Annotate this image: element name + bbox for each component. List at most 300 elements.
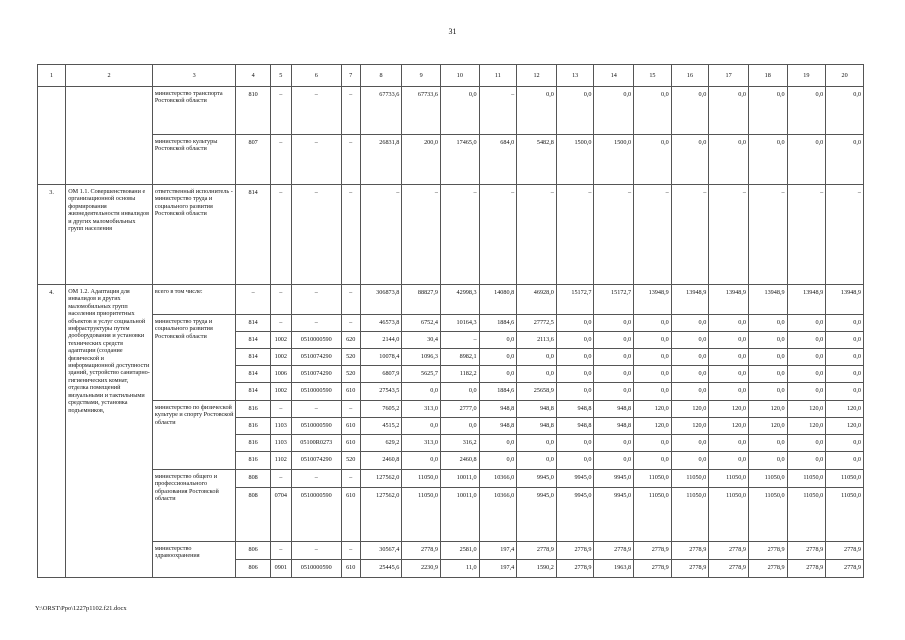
value-cell: 13948,9 bbox=[826, 285, 864, 315]
footer-file-path: Y:\ORST\Ppo\1227p1102.f21.docx bbox=[35, 605, 127, 612]
value-cell: 814 bbox=[236, 332, 270, 349]
empty-cell bbox=[38, 87, 66, 185]
value-cell: 0,0 bbox=[826, 332, 864, 349]
value-cell: 1002 bbox=[270, 383, 291, 401]
value-cell: 0,0 bbox=[634, 349, 672, 366]
value-cell: 11050,0 bbox=[787, 488, 826, 542]
value-cell: 0,0 bbox=[556, 383, 594, 401]
value-cell: 816 bbox=[236, 418, 270, 435]
value-cell: – bbox=[441, 185, 480, 285]
executor-cell: ответственный исполнитель - министерство труда и социального развития Ростовской области bbox=[152, 185, 236, 285]
value-cell: 1006 bbox=[270, 366, 291, 383]
value-cell: 948,8 bbox=[479, 401, 517, 418]
value-cell: 6752,4 bbox=[402, 315, 441, 332]
value-cell: – bbox=[341, 285, 360, 315]
value-cell: 5625,7 bbox=[402, 366, 441, 383]
value-cell: 0,0 bbox=[479, 332, 517, 349]
value-cell: 0,0 bbox=[594, 366, 634, 383]
value-cell: 11050,0 bbox=[402, 488, 441, 542]
column-number: 18 bbox=[748, 65, 787, 87]
value-cell: 316,2 bbox=[441, 435, 480, 452]
value-cell: 9945,0 bbox=[517, 488, 557, 542]
value-cell: 17465,0 bbox=[441, 135, 480, 185]
value-cell: – bbox=[270, 470, 291, 488]
value-cell: 2778,9 bbox=[671, 542, 709, 560]
value-cell: 0,0 bbox=[748, 452, 787, 470]
value-cell: 806 bbox=[236, 560, 270, 578]
value-cell: 0,0 bbox=[594, 349, 634, 366]
value-cell: 11050,0 bbox=[787, 470, 826, 488]
column-number: 1 bbox=[38, 65, 66, 87]
value-cell: 313,0 bbox=[402, 435, 441, 452]
value-cell: 11050,0 bbox=[748, 488, 787, 542]
value-cell: 0510074290 bbox=[291, 452, 341, 470]
value-cell: 306873,8 bbox=[360, 285, 402, 315]
value-cell: 0,0 bbox=[594, 452, 634, 470]
value-cell: 816 bbox=[236, 452, 270, 470]
value-cell: 0,0 bbox=[709, 366, 749, 383]
value-cell: 0,0 bbox=[556, 452, 594, 470]
value-cell: 6807,9 bbox=[360, 366, 402, 383]
value-cell: 9945,0 bbox=[556, 470, 594, 488]
value-cell: – bbox=[479, 87, 517, 135]
measure-name: ОМ 1.1. Совершенствовани е организационной основы формирования жизнедеятельности инвалидов и других маломобильных групп населения bbox=[66, 185, 153, 285]
value-cell: – bbox=[402, 185, 441, 285]
value-cell: 2460,8 bbox=[360, 452, 402, 470]
executor-cell: всего в том числе: bbox=[152, 285, 236, 315]
value-cell: 2778,9 bbox=[671, 560, 709, 578]
value-cell: 11050,0 bbox=[709, 470, 749, 488]
value-cell: 814 bbox=[236, 315, 270, 332]
column-number: 15 bbox=[634, 65, 672, 87]
value-cell: 0,0 bbox=[594, 383, 634, 401]
value-cell: 2778,9 bbox=[517, 542, 557, 560]
table-row bbox=[38, 542, 864, 560]
value-cell: 0,0 bbox=[709, 315, 749, 332]
value-cell: 30567,4 bbox=[360, 542, 402, 560]
value-cell: – bbox=[270, 87, 291, 135]
value-cell: 120,0 bbox=[826, 418, 864, 435]
value-cell: 0,0 bbox=[441, 383, 480, 401]
value-cell: 0,0 bbox=[709, 87, 749, 135]
value-cell: 0,0 bbox=[479, 452, 517, 470]
value-cell: 610 bbox=[341, 418, 360, 435]
value-cell: – bbox=[291, 315, 341, 332]
value-cell: 25445,6 bbox=[360, 560, 402, 578]
value-cell: 520 bbox=[341, 452, 360, 470]
value-cell: 0,0 bbox=[748, 87, 787, 135]
value-cell: 1182,2 bbox=[441, 366, 480, 383]
value-cell: 11,0 bbox=[441, 560, 480, 578]
value-cell: 11050,0 bbox=[402, 470, 441, 488]
value-cell: – bbox=[341, 135, 360, 185]
value-cell: – bbox=[341, 185, 360, 285]
value-cell: 0,0 bbox=[594, 315, 634, 332]
value-cell: 808 bbox=[236, 488, 270, 542]
value-cell: 0,0 bbox=[402, 452, 441, 470]
executor-cell: министерство здравоохранения bbox=[152, 542, 236, 578]
executor-cell: министерство транспорта Ростовской области bbox=[152, 87, 236, 135]
value-cell: 0510000590 bbox=[291, 560, 341, 578]
table-row bbox=[38, 87, 864, 135]
value-cell: 0,0 bbox=[826, 349, 864, 366]
value-cell: 0,0 bbox=[748, 332, 787, 349]
value-cell: – bbox=[634, 185, 672, 285]
table-row bbox=[38, 470, 864, 488]
value-cell: 2778,9 bbox=[634, 560, 672, 578]
value-cell: 2778,9 bbox=[709, 542, 749, 560]
value-cell: 520 bbox=[341, 366, 360, 383]
value-cell: 27772,5 bbox=[517, 315, 557, 332]
value-cell: – bbox=[341, 470, 360, 488]
value-cell: 1500,0 bbox=[556, 135, 594, 185]
value-cell: – bbox=[270, 185, 291, 285]
value-cell: 1963,8 bbox=[594, 560, 634, 578]
value-cell: – bbox=[291, 135, 341, 185]
value-cell: 0,0 bbox=[826, 135, 864, 185]
value-cell: 807 bbox=[236, 135, 270, 185]
value-cell: 120,0 bbox=[671, 401, 709, 418]
value-cell: 11050,0 bbox=[826, 470, 864, 488]
value-cell: 948,8 bbox=[517, 401, 557, 418]
value-cell: 1103 bbox=[270, 418, 291, 435]
value-cell: 9945,0 bbox=[594, 470, 634, 488]
value-cell: 120,0 bbox=[748, 418, 787, 435]
value-cell: – bbox=[826, 185, 864, 285]
value-cell: 05100R0273 bbox=[291, 435, 341, 452]
value-cell: 629,2 bbox=[360, 435, 402, 452]
value-cell: 0,0 bbox=[479, 435, 517, 452]
column-number: 4 bbox=[236, 65, 270, 87]
value-cell: 25658,9 bbox=[517, 383, 557, 401]
value-cell: 2778,9 bbox=[748, 560, 787, 578]
executor-cell: министерство по физической культуре и спорту Ростовской области bbox=[152, 401, 236, 470]
value-cell: 67733,6 bbox=[402, 87, 441, 135]
value-cell: 120,0 bbox=[671, 418, 709, 435]
value-cell: 2230,9 bbox=[402, 560, 441, 578]
value-cell: 2778,9 bbox=[594, 542, 634, 560]
value-cell: 0,0 bbox=[517, 452, 557, 470]
value-cell: – bbox=[291, 401, 341, 418]
column-number: 13 bbox=[556, 65, 594, 87]
value-cell: 810 bbox=[236, 87, 270, 135]
value-cell: 1884,6 bbox=[479, 383, 517, 401]
value-cell: 0,0 bbox=[517, 87, 557, 135]
value-cell: 2778,9 bbox=[787, 542, 826, 560]
value-cell: 0,0 bbox=[634, 435, 672, 452]
value-cell: 0,0 bbox=[556, 435, 594, 452]
column-number: 19 bbox=[787, 65, 826, 87]
value-cell: 0,0 bbox=[787, 349, 826, 366]
value-cell: 948,8 bbox=[556, 418, 594, 435]
value-cell: 814 bbox=[236, 366, 270, 383]
value-cell: – bbox=[341, 315, 360, 332]
value-cell: 0,0 bbox=[441, 418, 480, 435]
value-cell: 11050,0 bbox=[709, 488, 749, 542]
value-cell: 0,0 bbox=[594, 87, 634, 135]
value-cell: – bbox=[236, 285, 270, 315]
value-cell: 13948,9 bbox=[709, 285, 749, 315]
value-cell: 0704 bbox=[270, 488, 291, 542]
row-number: 4. bbox=[38, 285, 66, 578]
value-cell: 610 bbox=[341, 488, 360, 542]
value-cell: – bbox=[270, 135, 291, 185]
value-cell: 0,0 bbox=[634, 332, 672, 349]
value-cell: 14080,8 bbox=[479, 285, 517, 315]
value-cell: 0,0 bbox=[671, 135, 709, 185]
value-cell: 0,0 bbox=[634, 383, 672, 401]
column-number: 10 bbox=[441, 65, 480, 87]
value-cell: 88827,9 bbox=[402, 285, 441, 315]
value-cell: 2778,9 bbox=[556, 560, 594, 578]
value-cell: 1590,2 bbox=[517, 560, 557, 578]
value-cell: 0,0 bbox=[709, 135, 749, 185]
value-cell: 0,0 bbox=[787, 87, 826, 135]
column-number: 3 bbox=[152, 65, 236, 87]
value-cell: 0,0 bbox=[634, 315, 672, 332]
value-cell: – bbox=[291, 87, 341, 135]
value-cell: 0,0 bbox=[826, 315, 864, 332]
value-cell: – bbox=[748, 185, 787, 285]
value-cell: 2460,8 bbox=[441, 452, 480, 470]
value-cell: 0,0 bbox=[402, 383, 441, 401]
value-cell: 520 bbox=[341, 349, 360, 366]
value-cell: 13948,9 bbox=[634, 285, 672, 315]
executor-cell: министерство общего и профессионального образования Ростовской области bbox=[152, 470, 236, 542]
value-cell: 10078,4 bbox=[360, 349, 402, 366]
value-cell: 0,0 bbox=[556, 87, 594, 135]
value-cell: 610 bbox=[341, 383, 360, 401]
column-number: 16 bbox=[671, 65, 709, 87]
value-cell: 0,0 bbox=[826, 435, 864, 452]
value-cell: 1096,3 bbox=[402, 349, 441, 366]
value-cell: 948,8 bbox=[479, 418, 517, 435]
value-cell: 0,0 bbox=[556, 349, 594, 366]
value-cell: – bbox=[270, 315, 291, 332]
value-cell: 0,0 bbox=[748, 135, 787, 185]
table-row bbox=[38, 185, 864, 285]
value-cell: 0,0 bbox=[748, 435, 787, 452]
value-cell: 0,0 bbox=[517, 366, 557, 383]
column-number: 5 bbox=[270, 65, 291, 87]
table-row bbox=[38, 315, 864, 332]
value-cell: 0,0 bbox=[441, 87, 480, 135]
executor-cell: министерство культуры Ростовской области bbox=[152, 135, 236, 185]
value-cell: 46573,8 bbox=[360, 315, 402, 332]
empty-cell bbox=[66, 87, 153, 185]
value-cell: 0,0 bbox=[671, 87, 709, 135]
value-cell: 0,0 bbox=[709, 435, 749, 452]
value-cell: 120,0 bbox=[787, 401, 826, 418]
value-cell: 120,0 bbox=[634, 401, 672, 418]
value-cell: 2778,9 bbox=[748, 542, 787, 560]
value-cell: 127562,0 bbox=[360, 488, 402, 542]
value-cell: 13948,9 bbox=[748, 285, 787, 315]
value-cell: – bbox=[341, 87, 360, 135]
value-cell: 0,0 bbox=[826, 383, 864, 401]
value-cell: 2778,9 bbox=[556, 542, 594, 560]
value-cell: 197,4 bbox=[479, 542, 517, 560]
value-cell: 9945,0 bbox=[594, 488, 634, 542]
value-cell: – bbox=[360, 185, 402, 285]
value-cell: 0,0 bbox=[748, 366, 787, 383]
value-cell: 120,0 bbox=[787, 418, 826, 435]
value-cell: 0,0 bbox=[787, 332, 826, 349]
value-cell: 26831,8 bbox=[360, 135, 402, 185]
page-number: 31 bbox=[448, 27, 457, 36]
value-cell: 0,0 bbox=[634, 452, 672, 470]
value-cell: 11050,0 bbox=[634, 470, 672, 488]
value-cell: 30,4 bbox=[402, 332, 441, 349]
value-cell: 120,0 bbox=[709, 418, 749, 435]
value-cell: – bbox=[291, 542, 341, 560]
value-cell: 200,0 bbox=[402, 135, 441, 185]
value-cell: – bbox=[517, 185, 557, 285]
value-cell: 0,0 bbox=[748, 349, 787, 366]
value-cell: 15172,7 bbox=[556, 285, 594, 315]
value-cell: 816 bbox=[236, 401, 270, 418]
value-cell: 1002 bbox=[270, 349, 291, 366]
value-cell: 0,0 bbox=[671, 435, 709, 452]
value-cell: – bbox=[341, 401, 360, 418]
value-cell: 0,0 bbox=[479, 366, 517, 383]
budget-table bbox=[37, 64, 864, 578]
value-cell: – bbox=[556, 185, 594, 285]
value-cell: 0,0 bbox=[709, 332, 749, 349]
value-cell: 0,0 bbox=[402, 418, 441, 435]
value-cell: 0510074290 bbox=[291, 366, 341, 383]
value-cell: 0510074290 bbox=[291, 349, 341, 366]
value-cell: 0,0 bbox=[787, 315, 826, 332]
value-cell: 0510000590 bbox=[291, 332, 341, 349]
value-cell: 0,0 bbox=[787, 366, 826, 383]
value-cell: – bbox=[479, 185, 517, 285]
value-cell: – bbox=[270, 542, 291, 560]
value-cell: 10366,0 bbox=[479, 470, 517, 488]
value-cell: 120,0 bbox=[709, 401, 749, 418]
value-cell: 0,0 bbox=[826, 452, 864, 470]
value-cell: 10366,0 bbox=[479, 488, 517, 542]
value-cell: – bbox=[341, 542, 360, 560]
value-cell: 1002 bbox=[270, 332, 291, 349]
value-cell: 0,0 bbox=[787, 452, 826, 470]
value-cell: 0,0 bbox=[671, 366, 709, 383]
value-cell: 15172,7 bbox=[594, 285, 634, 315]
value-cell: 0,0 bbox=[671, 315, 709, 332]
header-row bbox=[38, 65, 864, 87]
value-cell: 0,0 bbox=[594, 332, 634, 349]
value-cell: 46928,0 bbox=[517, 285, 557, 315]
value-cell: 127562,0 bbox=[360, 470, 402, 488]
value-cell: 0,0 bbox=[826, 87, 864, 135]
value-cell: 2778,9 bbox=[787, 560, 826, 578]
value-cell: 11050,0 bbox=[671, 470, 709, 488]
value-cell: – bbox=[671, 185, 709, 285]
column-number: 7 bbox=[341, 65, 360, 87]
value-cell: 11050,0 bbox=[671, 488, 709, 542]
value-cell: 197,4 bbox=[479, 560, 517, 578]
value-cell: 0901 bbox=[270, 560, 291, 578]
column-number: 2 bbox=[66, 65, 153, 87]
value-cell: 0,0 bbox=[671, 383, 709, 401]
value-cell: 948,8 bbox=[517, 418, 557, 435]
value-cell: – bbox=[709, 185, 749, 285]
value-cell: 2778,9 bbox=[709, 560, 749, 578]
value-cell: 120,0 bbox=[634, 418, 672, 435]
value-cell: 0,0 bbox=[709, 349, 749, 366]
column-number: 12 bbox=[517, 65, 557, 87]
value-cell: 0,0 bbox=[556, 332, 594, 349]
value-cell: 120,0 bbox=[826, 401, 864, 418]
value-cell: 620 bbox=[341, 332, 360, 349]
value-cell: 1103 bbox=[270, 435, 291, 452]
value-cell: – bbox=[270, 401, 291, 418]
value-cell: 120,0 bbox=[748, 401, 787, 418]
value-cell: 0,0 bbox=[594, 435, 634, 452]
value-cell: 0,0 bbox=[787, 135, 826, 185]
value-cell: 808 bbox=[236, 470, 270, 488]
value-cell: 0,0 bbox=[671, 332, 709, 349]
value-cell: 0,0 bbox=[748, 383, 787, 401]
value-cell: 313,0 bbox=[402, 401, 441, 418]
value-cell: 8982,1 bbox=[441, 349, 480, 366]
column-number: 6 bbox=[291, 65, 341, 87]
row-number: 3. bbox=[38, 185, 66, 285]
value-cell: 0,0 bbox=[479, 349, 517, 366]
table-row bbox=[38, 285, 864, 315]
value-cell: – bbox=[787, 185, 826, 285]
value-cell: 948,8 bbox=[556, 401, 594, 418]
value-cell: 0,0 bbox=[671, 452, 709, 470]
value-cell: 9945,0 bbox=[556, 488, 594, 542]
value-cell: 11050,0 bbox=[634, 488, 672, 542]
value-cell: 4515,2 bbox=[360, 418, 402, 435]
value-cell: – bbox=[594, 185, 634, 285]
value-cell: 814 bbox=[236, 185, 270, 285]
value-cell: 0,0 bbox=[634, 366, 672, 383]
value-cell: 5482,8 bbox=[517, 135, 557, 185]
value-cell: 0,0 bbox=[517, 349, 557, 366]
value-cell: 2113,6 bbox=[517, 332, 557, 349]
value-cell: 2581,0 bbox=[441, 542, 480, 560]
value-cell: – bbox=[291, 185, 341, 285]
value-cell: 0,0 bbox=[556, 366, 594, 383]
value-cell: 610 bbox=[341, 435, 360, 452]
column-number: 20 bbox=[826, 65, 864, 87]
value-cell: 948,8 bbox=[594, 401, 634, 418]
value-cell: 948,8 bbox=[594, 418, 634, 435]
value-cell: 0,0 bbox=[709, 383, 749, 401]
value-cell: 806 bbox=[236, 542, 270, 560]
value-cell: 1500,0 bbox=[594, 135, 634, 185]
executor-cell: министерство труда и социального развития Ростовской области bbox=[152, 315, 236, 401]
column-number: 9 bbox=[402, 65, 441, 87]
value-cell: 13948,9 bbox=[671, 285, 709, 315]
value-cell: 0510000590 bbox=[291, 488, 341, 542]
value-cell: 0510000590 bbox=[291, 418, 341, 435]
value-cell: 0,0 bbox=[634, 135, 672, 185]
table-row bbox=[38, 401, 864, 418]
value-cell: 816 bbox=[236, 435, 270, 452]
value-cell: 2778,9 bbox=[402, 542, 441, 560]
value-cell: – bbox=[291, 285, 341, 315]
value-cell: 814 bbox=[236, 383, 270, 401]
value-cell: 67733,6 bbox=[360, 87, 402, 135]
table-row bbox=[38, 135, 864, 185]
value-cell: 10164,3 bbox=[441, 315, 480, 332]
column-number: 8 bbox=[360, 65, 402, 87]
value-cell: 684,0 bbox=[479, 135, 517, 185]
